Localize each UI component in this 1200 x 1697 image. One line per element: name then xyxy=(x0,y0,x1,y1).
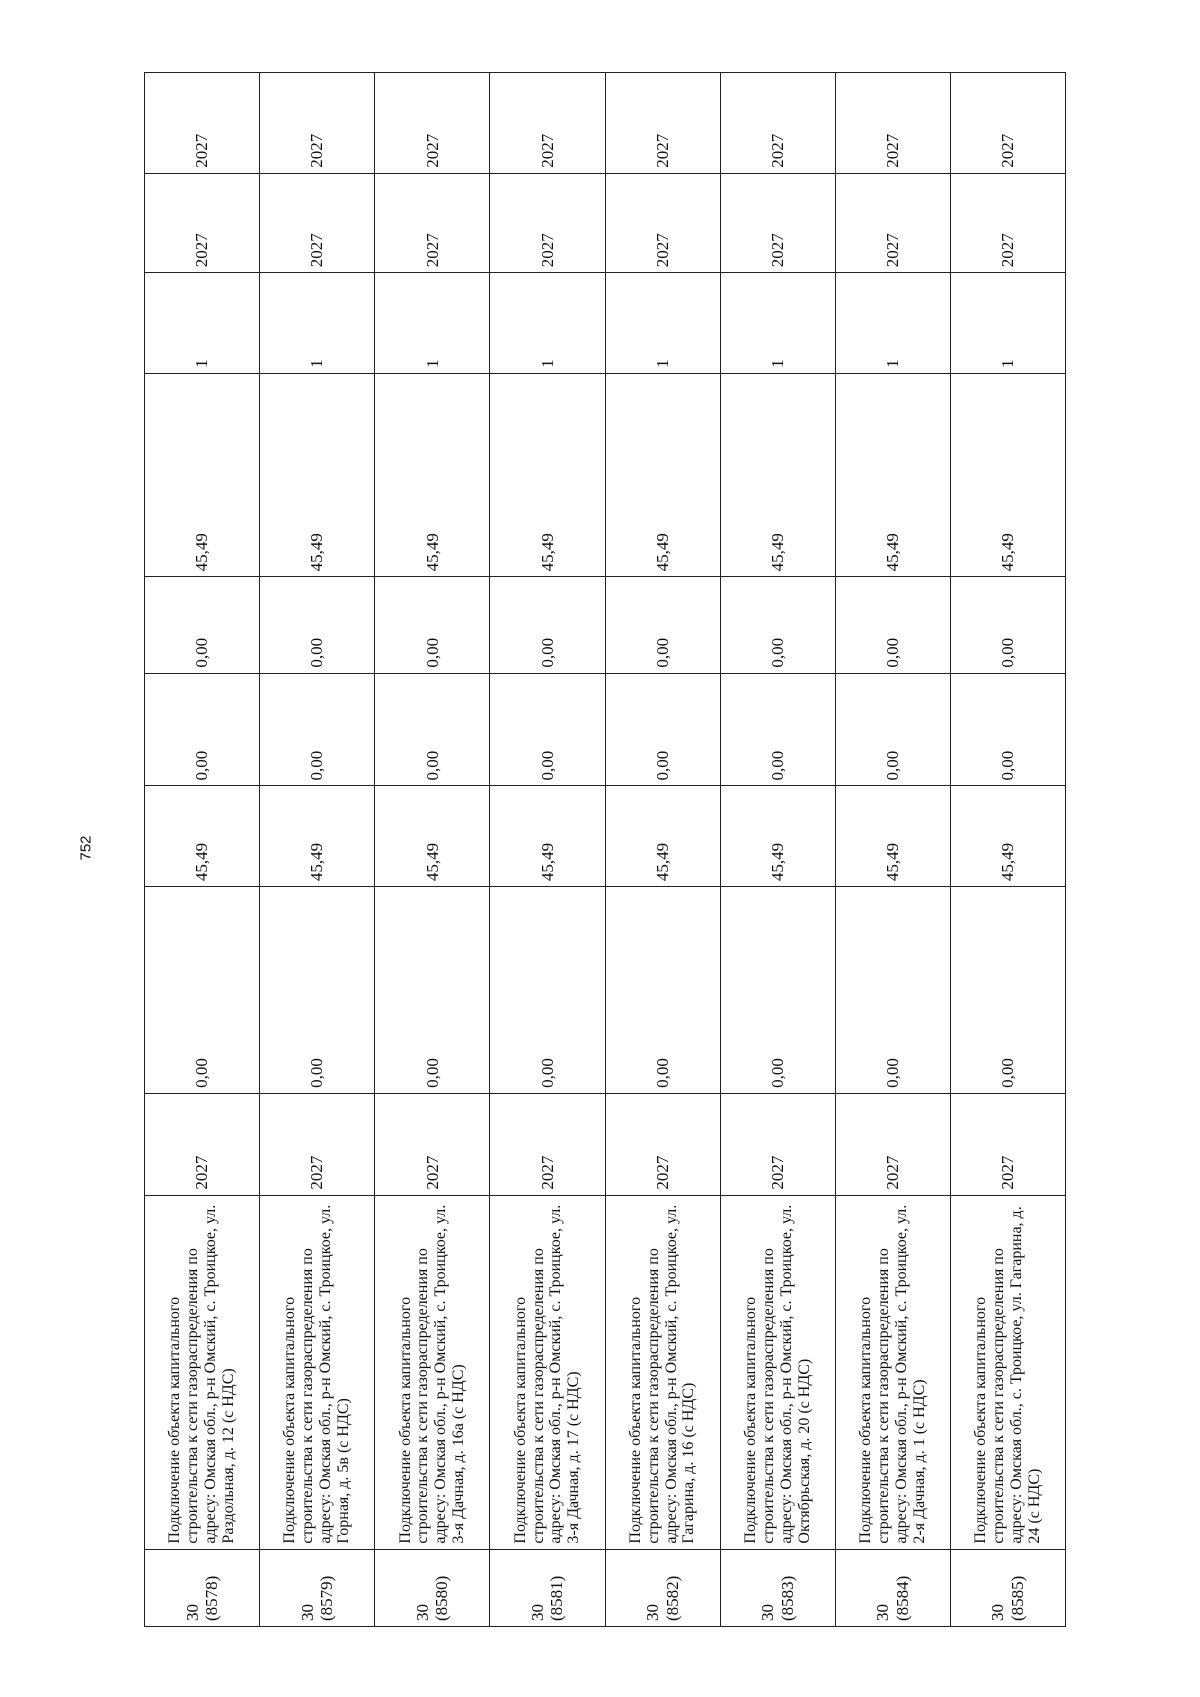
row-number-cell xyxy=(605,1549,720,1626)
value-3-cell: 0,00 xyxy=(720,673,835,786)
row-code: (8582) xyxy=(662,1575,682,1621)
year-start-cell: 2027 xyxy=(490,1093,605,1195)
value-4-cell: 0,00 xyxy=(950,577,1065,673)
table-body xyxy=(145,73,1066,1627)
description-cell: Подключение объекта капитального строительства к сети газораспределения по адресу: Омская обл., р-н Омский, с. Троицкое, ул. Раздольная, д. 12 (с НДС) xyxy=(145,1195,260,1549)
value-2-cell: 45,49 xyxy=(490,786,605,887)
year-b-cell: 2027 xyxy=(720,73,835,174)
value-2-cell: 45,49 xyxy=(260,786,375,887)
row-code: (8580) xyxy=(432,1575,452,1621)
value-4-cell: 0,00 xyxy=(490,577,605,673)
row-code: (8583) xyxy=(777,1575,797,1621)
description-cell: Подключение объекта капитального строительства к сети газораспределения по адресу: Омская обл., р-н Омский, с. Троицкое, ул. 3-я Дачная, д. 17 (с НДС) xyxy=(490,1195,605,1549)
value-4-cell: 0,00 xyxy=(145,577,260,673)
row-code: (8581) xyxy=(547,1575,567,1621)
year-start-cell: 2027 xyxy=(950,1093,1065,1195)
row-code: (8585) xyxy=(1007,1575,1027,1621)
value-2-cell: 45,49 xyxy=(835,786,950,887)
value-5-cell: 45,49 xyxy=(260,373,375,577)
year-start-cell: 2027 xyxy=(835,1093,950,1195)
year-a-cell: 2027 xyxy=(375,173,490,273)
year-a-cell: 2027 xyxy=(720,173,835,273)
value-3-cell: 0,00 xyxy=(835,673,950,786)
investment-table xyxy=(144,72,1066,1627)
year-start-cell: 2027 xyxy=(145,1093,260,1195)
value-3-cell: 0,00 xyxy=(950,673,1065,786)
year-a-cell: 2027 xyxy=(950,173,1065,273)
year-a-cell: 2027 xyxy=(605,173,720,273)
year-b-cell: 2027 xyxy=(950,73,1065,174)
row-number: 30 xyxy=(988,1604,1008,1621)
value-1-cell: 0,00 xyxy=(605,887,720,1094)
description-cell: Подключение объекта капитального строительства к сети газораспределения по адресу: Омская обл., с. Троицкое, ул. Гагарина, д. 24 (с НДС) xyxy=(950,1195,1065,1549)
table-row xyxy=(145,73,260,1627)
description-cell: Подключение объекта капитального строительства к сети газораспределения по адресу: Омская обл., р-н Омский, с. Троицкое, ул. Октябрьская, д. 20 (с НДС) xyxy=(720,1195,835,1549)
row-number: 30 xyxy=(758,1604,778,1621)
value-1-cell: 0,00 xyxy=(720,887,835,1094)
table-row xyxy=(375,73,490,1627)
value-1-cell: 0,00 xyxy=(490,887,605,1094)
value-2-cell: 45,49 xyxy=(605,786,720,887)
year-b-cell: 2027 xyxy=(375,73,490,174)
quantity-cell: 1 xyxy=(835,273,950,374)
year-a-cell: 2027 xyxy=(145,173,260,273)
description-cell: Подключение объекта капитального строительства к сети газораспределения по адресу: Омская обл., р-н Омский, с. Троицкое, ул. Горная, д. 5в (с НДС) xyxy=(260,1195,375,1549)
value-5-cell: 45,49 xyxy=(490,373,605,577)
table-row xyxy=(950,73,1065,1627)
quantity-cell: 1 xyxy=(260,273,375,374)
quantity-cell: 1 xyxy=(490,273,605,374)
quantity-cell: 1 xyxy=(950,273,1065,374)
year-a-cell: 2027 xyxy=(260,173,375,273)
year-b-cell: 2027 xyxy=(260,73,375,174)
rotated-table-container xyxy=(144,72,1066,1627)
year-a-cell: 2027 xyxy=(490,173,605,273)
row-number-cell xyxy=(490,1549,605,1626)
row-number-cell xyxy=(375,1549,490,1626)
value-5-cell: 45,49 xyxy=(375,373,490,577)
value-4-cell: 0,00 xyxy=(835,577,950,673)
value-1-cell: 0,00 xyxy=(145,887,260,1094)
value-5-cell: 45,49 xyxy=(145,373,260,577)
row-number-cell xyxy=(950,1549,1065,1626)
year-start-cell: 2027 xyxy=(375,1093,490,1195)
value-1-cell: 0,00 xyxy=(375,887,490,1094)
description-cell: Подключение объекта капитального строительства к сети газораспределения по адресу: Омская обл., р-н Омский, с. Троицкое, ул. Гагарина, д. 16 (с НДС) xyxy=(605,1195,720,1549)
value-5-cell: 45,49 xyxy=(605,373,720,577)
quantity-cell: 1 xyxy=(720,273,835,374)
table-row xyxy=(260,73,375,1627)
row-number: 30 xyxy=(182,1604,202,1621)
row-number: 30 xyxy=(412,1604,432,1621)
row-code: (8579) xyxy=(317,1575,337,1621)
value-3-cell: 0,00 xyxy=(260,673,375,786)
row-code: (8578) xyxy=(202,1575,222,1621)
value-1-cell: 0,00 xyxy=(950,887,1065,1094)
row-code: (8584) xyxy=(892,1575,912,1621)
year-a-cell: 2027 xyxy=(835,173,950,273)
value-5-cell: 45,49 xyxy=(835,373,950,577)
value-1-cell: 0,00 xyxy=(260,887,375,1094)
value-2-cell: 45,49 xyxy=(375,786,490,887)
value-4-cell: 0,00 xyxy=(260,577,375,673)
value-5-cell: 45,49 xyxy=(720,373,835,577)
year-b-cell: 2027 xyxy=(145,73,260,174)
table-row xyxy=(835,73,950,1627)
row-number: 30 xyxy=(297,1604,317,1621)
year-start-cell: 2027 xyxy=(605,1093,720,1195)
page-number: 752 xyxy=(77,835,95,861)
row-number: 30 xyxy=(873,1604,893,1621)
row-number-cell xyxy=(835,1549,950,1626)
value-3-cell: 0,00 xyxy=(145,673,260,786)
table-row xyxy=(490,73,605,1627)
value-2-cell: 45,49 xyxy=(145,786,260,887)
description-cell: Подключение объекта капитального строительства к сети газораспределения по адресу: Омская обл., р-н Омский, с. Троицкое, ул. 3-я Дачная, д. 16а (с НДС) xyxy=(375,1195,490,1549)
value-4-cell: 0,00 xyxy=(375,577,490,673)
value-1-cell: 0,00 xyxy=(835,887,950,1094)
value-3-cell: 0,00 xyxy=(375,673,490,786)
value-3-cell: 0,00 xyxy=(490,673,605,786)
quantity-cell: 1 xyxy=(375,273,490,374)
value-4-cell: 0,00 xyxy=(720,577,835,673)
row-number: 30 xyxy=(527,1604,547,1621)
year-b-cell: 2027 xyxy=(835,73,950,174)
value-5-cell: 45,49 xyxy=(950,373,1065,577)
year-b-cell: 2027 xyxy=(605,73,720,174)
quantity-cell: 1 xyxy=(605,273,720,374)
row-number-cell xyxy=(720,1549,835,1626)
year-start-cell: 2027 xyxy=(260,1093,375,1195)
value-3-cell: 0,00 xyxy=(605,673,720,786)
year-b-cell: 2027 xyxy=(490,73,605,174)
value-2-cell: 45,49 xyxy=(720,786,835,887)
value-2-cell: 45,49 xyxy=(950,786,1065,887)
description-cell: Подключение объекта капитального строительства к сети газораспределения по адресу: Омская обл., р-н Омский, с. Троицкое, ул. 2-я Дачная, д. 1 (с НДС) xyxy=(835,1195,950,1549)
row-number-cell xyxy=(260,1549,375,1626)
quantity-cell: 1 xyxy=(145,273,260,374)
row-number: 30 xyxy=(643,1604,663,1621)
table-row xyxy=(720,73,835,1627)
row-number-cell xyxy=(145,1549,260,1626)
table-row xyxy=(605,73,720,1627)
year-start-cell: 2027 xyxy=(720,1093,835,1195)
value-4-cell: 0,00 xyxy=(605,577,720,673)
